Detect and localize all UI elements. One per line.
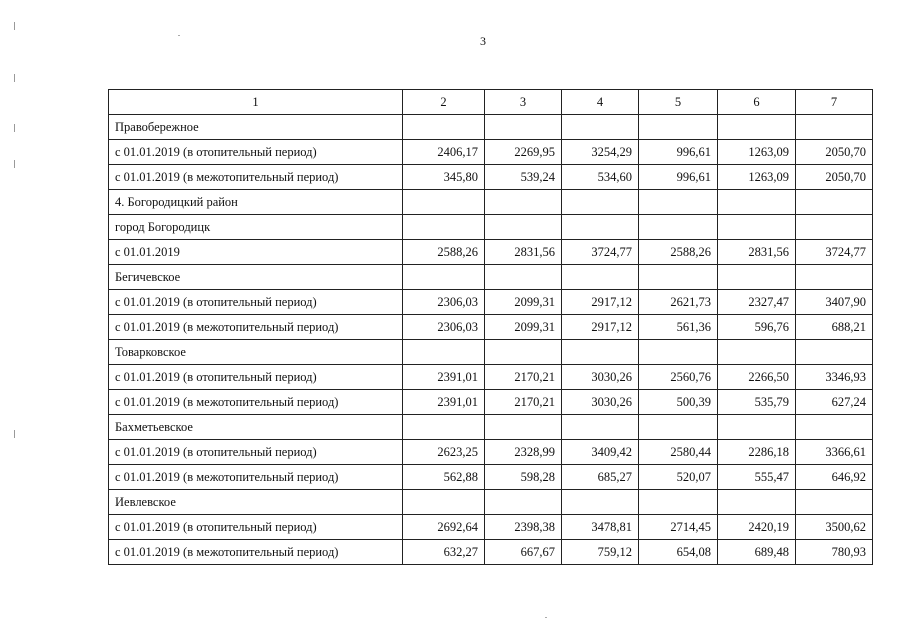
value-cell	[718, 115, 796, 140]
row-label-cell: с 01.01.2019 (в отопительный период)	[109, 290, 403, 315]
row-label-cell: с 01.01.2019 (в отопительный период)	[109, 365, 403, 390]
value-cell	[718, 340, 796, 365]
value-cell: 3409,42	[562, 440, 639, 465]
value-cell	[718, 215, 796, 240]
page-number: 3	[480, 34, 486, 48]
scan-edge-mark	[14, 430, 15, 438]
value-cell: 2714,45	[639, 515, 718, 540]
value-cell: 2580,44	[639, 440, 718, 465]
value-cell	[403, 190, 485, 215]
value-cell: 654,08	[639, 540, 718, 565]
row-label-cell: 4. Богородицкий район	[109, 190, 403, 215]
value-cell	[639, 340, 718, 365]
table-row	[109, 140, 873, 165]
value-cell: 2917,12	[562, 290, 639, 315]
table-row	[109, 390, 873, 415]
value-cell: 2269,95	[485, 140, 562, 165]
value-cell	[796, 190, 873, 215]
value-cell	[403, 115, 485, 140]
table-row	[109, 515, 873, 540]
header-cell: 7	[796, 90, 873, 115]
value-cell	[403, 340, 485, 365]
value-cell: 689,48	[718, 540, 796, 565]
table-body	[109, 90, 873, 565]
value-cell	[485, 340, 562, 365]
value-cell: 520,07	[639, 465, 718, 490]
table-row	[109, 440, 873, 465]
value-cell: 3478,81	[562, 515, 639, 540]
scan-edge-mark	[14, 22, 15, 30]
value-cell: 562,88	[403, 465, 485, 490]
value-cell: 2560,76	[639, 365, 718, 390]
value-cell: 3030,26	[562, 365, 639, 390]
row-label-cell: с 01.01.2019 (в отопительный период)	[109, 440, 403, 465]
header-cell: 3	[485, 90, 562, 115]
value-cell	[796, 265, 873, 290]
value-cell	[639, 215, 718, 240]
value-cell: 2623,25	[403, 440, 485, 465]
value-cell: 2050,70	[796, 140, 873, 165]
table-row	[109, 490, 873, 515]
value-cell: 3346,93	[796, 365, 873, 390]
value-cell: 2621,73	[639, 290, 718, 315]
row-label-cell: с 01.01.2019 (в межотопительный период)	[109, 390, 403, 415]
value-cell: 3724,77	[796, 240, 873, 265]
value-cell: 2266,50	[718, 365, 796, 390]
table-row	[109, 290, 873, 315]
value-cell	[403, 490, 485, 515]
table-row	[109, 240, 873, 265]
value-cell: 2306,03	[403, 315, 485, 340]
value-cell: 759,12	[562, 540, 639, 565]
row-label-cell: с 01.01.2019 (в отопительный период)	[109, 140, 403, 165]
value-cell: 3407,90	[796, 290, 873, 315]
value-cell: 596,76	[718, 315, 796, 340]
table-row	[109, 415, 873, 440]
value-cell	[403, 415, 485, 440]
value-cell: 2050,70	[796, 165, 873, 190]
header-row	[109, 90, 873, 115]
value-cell	[562, 190, 639, 215]
value-cell: 632,27	[403, 540, 485, 565]
row-label-cell: с 01.01.2019 (в отопительный период)	[109, 515, 403, 540]
value-cell: 627,24	[796, 390, 873, 415]
value-cell: 500,39	[639, 390, 718, 415]
table-row	[109, 540, 873, 565]
value-cell: 555,47	[718, 465, 796, 490]
value-cell: 3366,61	[796, 440, 873, 465]
row-label-cell: Товарковское	[109, 340, 403, 365]
value-cell: 2099,31	[485, 315, 562, 340]
value-cell: 561,36	[639, 315, 718, 340]
row-label-cell: с 01.01.2019 (в межотопительный период)	[109, 315, 403, 340]
value-cell: 685,27	[562, 465, 639, 490]
value-cell	[718, 415, 796, 440]
value-cell	[639, 415, 718, 440]
value-cell: 2588,26	[403, 240, 485, 265]
value-cell	[562, 340, 639, 365]
value-cell: 534,60	[562, 165, 639, 190]
value-cell: 2917,12	[562, 315, 639, 340]
value-cell	[562, 215, 639, 240]
scan-edge-mark	[14, 160, 15, 168]
value-cell: 2306,03	[403, 290, 485, 315]
value-cell: 688,21	[796, 315, 873, 340]
value-cell	[639, 490, 718, 515]
table-row	[109, 365, 873, 390]
value-cell	[485, 415, 562, 440]
tariff-table	[108, 89, 873, 565]
value-cell: 2391,01	[403, 390, 485, 415]
header-cell: 5	[639, 90, 718, 115]
table-row	[109, 215, 873, 240]
value-cell: 535,79	[718, 390, 796, 415]
value-cell: 1263,09	[718, 165, 796, 190]
value-cell: 598,28	[485, 465, 562, 490]
value-cell	[796, 215, 873, 240]
row-label-cell: с 01.01.2019 (в межотопительный период)	[109, 465, 403, 490]
value-cell: 3500,62	[796, 515, 873, 540]
value-cell: 2398,38	[485, 515, 562, 540]
value-cell	[562, 265, 639, 290]
value-cell: 345,80	[403, 165, 485, 190]
value-cell: 996,61	[639, 165, 718, 190]
header-cell: 4	[562, 90, 639, 115]
row-label-cell: город Богородицк	[109, 215, 403, 240]
header-cell: 6	[718, 90, 796, 115]
value-cell	[796, 490, 873, 515]
table-row	[109, 265, 873, 290]
value-cell	[403, 265, 485, 290]
value-cell	[639, 190, 718, 215]
value-cell: 996,61	[639, 140, 718, 165]
table-row	[109, 465, 873, 490]
value-cell: 2170,21	[485, 365, 562, 390]
row-label-cell: с 01.01.2019 (в межотопительный период)	[109, 540, 403, 565]
value-cell: 1263,09	[718, 140, 796, 165]
value-cell	[718, 265, 796, 290]
table-row	[109, 315, 873, 340]
value-cell: 2170,21	[485, 390, 562, 415]
table-row	[109, 190, 873, 215]
value-cell	[562, 415, 639, 440]
value-cell: 3254,29	[562, 140, 639, 165]
value-cell	[639, 265, 718, 290]
row-label-cell: с 01.01.2019	[109, 240, 403, 265]
value-cell	[485, 190, 562, 215]
value-cell: 780,93	[796, 540, 873, 565]
value-cell	[718, 490, 796, 515]
row-label-cell: Бегичевское	[109, 265, 403, 290]
value-cell	[718, 190, 796, 215]
row-label-cell: Правобережное	[109, 115, 403, 140]
header-cell: 1	[109, 90, 403, 115]
value-cell: 2406,17	[403, 140, 485, 165]
table-row	[109, 115, 873, 140]
scan-edge-mark	[14, 74, 15, 82]
value-cell: 667,67	[485, 540, 562, 565]
value-cell	[403, 215, 485, 240]
row-label-cell: Иевлевское	[109, 490, 403, 515]
value-cell	[485, 265, 562, 290]
value-cell: 2327,47	[718, 290, 796, 315]
value-cell: 2420,19	[718, 515, 796, 540]
value-cell: 2099,31	[485, 290, 562, 315]
value-cell: 539,24	[485, 165, 562, 190]
value-cell	[562, 490, 639, 515]
table-row	[109, 165, 873, 190]
value-cell: 2328,99	[485, 440, 562, 465]
header-cell: 2	[403, 90, 485, 115]
value-cell: 3030,26	[562, 390, 639, 415]
value-cell	[485, 215, 562, 240]
value-cell	[796, 115, 873, 140]
table-row	[109, 340, 873, 365]
value-cell: 2588,26	[639, 240, 718, 265]
value-cell	[485, 490, 562, 515]
value-cell: 2286,18	[718, 440, 796, 465]
value-cell	[485, 115, 562, 140]
value-cell	[562, 115, 639, 140]
value-cell: 646,92	[796, 465, 873, 490]
scan-speck	[178, 35, 180, 36]
value-cell: 2831,56	[718, 240, 796, 265]
scan-speck	[545, 617, 547, 618]
value-cell	[796, 340, 873, 365]
row-label-cell: Бахметьевское	[109, 415, 403, 440]
value-cell	[796, 415, 873, 440]
value-cell: 2831,56	[485, 240, 562, 265]
value-cell: 3724,77	[562, 240, 639, 265]
value-cell	[639, 115, 718, 140]
scan-edge-mark	[14, 124, 15, 132]
value-cell: 2391,01	[403, 365, 485, 390]
value-cell: 2692,64	[403, 515, 485, 540]
row-label-cell: с 01.01.2019 (в межотопительный период)	[109, 165, 403, 190]
